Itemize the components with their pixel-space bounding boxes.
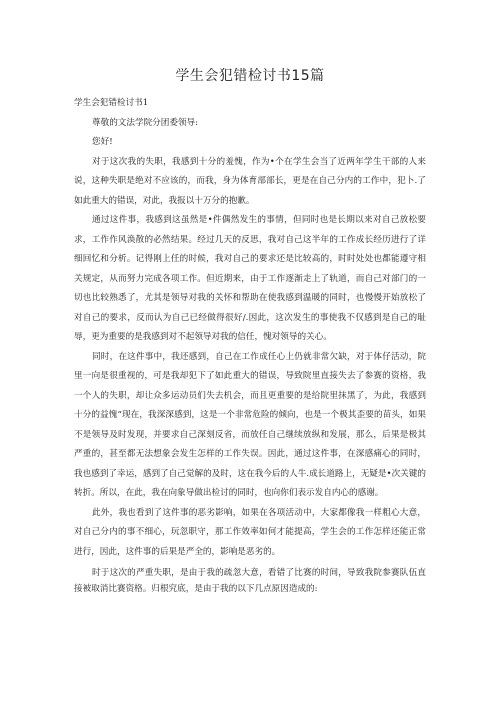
- document-title: 学生会犯错检讨书15篇: [175, 68, 325, 84]
- document-body: [74, 94, 426, 597]
- paragraph-2: 通过这件事，我感到这虽然是•件偶然发生的事情，但同时也是长期以来对自己放松要求，工作作风涣散的必然结果。经过几天的反思，我对自己这半年的工作成长经历进行了详细回忆和分析。记得刚上任的时候，我对自己的要求还是比较高的，时时处处也都能遵守相关规定，从而努力完成各项工作。但近期来，由于工作逐渐走上了轨道，而自己对部门的一切也比较熟悉了，尤其是领导对我的关怀和帮助在使我感到温暖的同时，也慢慢开始放松了对自己的要求，反而认为自己已经做得很好/.因此，这次发生的事使我不仅感到是自己的耻辱，更为重要的是我感到对不起领导对我的信任，愧对领导的关心。: [74, 215, 426, 342]
- salutation: 尊敬的文法学院分团委领导:: [92, 117, 199, 128]
- paragraph-4: 此外，我也看到了这件事的恶劣影响，如果在各项活动中，大家都像我一样粗心大意，对自己分内的事不细心，玩忽职守，那工作效率如何才能提高，学生会的工作怎样还能正常进行，因此，这件事的后果是严全的，影响是恶劣的。: [74, 507, 426, 557]
- paragraph-5: 时于这次的严重失职，是由于我的疏忽大意，看错了比赛的时间，导致我院参赛队伍直接被取消比赛资格。归根究底，是由于我的以下几点原因造成的:: [74, 568, 426, 594]
- paragraph-3: 同时，在这件事中，我还感到，自己在工作成任心上仍就非常欠缺，对于体仔活动，院里一向是很重视的，可是我却犯下了如此重大的错误，导致院里直接失去了参赛的资格，我一个人的失职，却让众多运动员们失去机会，而且更重要的是给院里抹黑了，为此，我感到十分的益愧“现在，我深深感到，这是一个非常危险的倾向，也是一个极其歪要的苗头，如果不是领导及时发现，并要求自己深刻反省，而放任自己继续放纵和发展，那么，后果是极其严重的，甚至都无法想象会发生怎样的工作失误。因此，通过这件事，在深感痛心的同时，我也感到了幸运，感到了自己觉解的及时，这在我今后的人牛.成长道路上，无疑是•次关键的转折。所以，在此，我在向象导做出检讨的同时，也向你们表示发自内心的感谢。: [74, 351, 426, 498]
- greeting: 您好!: [92, 137, 113, 147]
- paragraph-1: 对于这次我的失职，我感到十分的羞愧，作为•个在学生会当了近两年学生干部的人来说，这种失职是绝对不应该的，而我，身为体育部部长，更是在自己分内的工作中，犯卜.了如此重大的错误，对此，我报以十万分的抱歉。: [74, 156, 426, 206]
- document-subtitle: 学生会犯错检讨书1: [74, 98, 149, 108]
